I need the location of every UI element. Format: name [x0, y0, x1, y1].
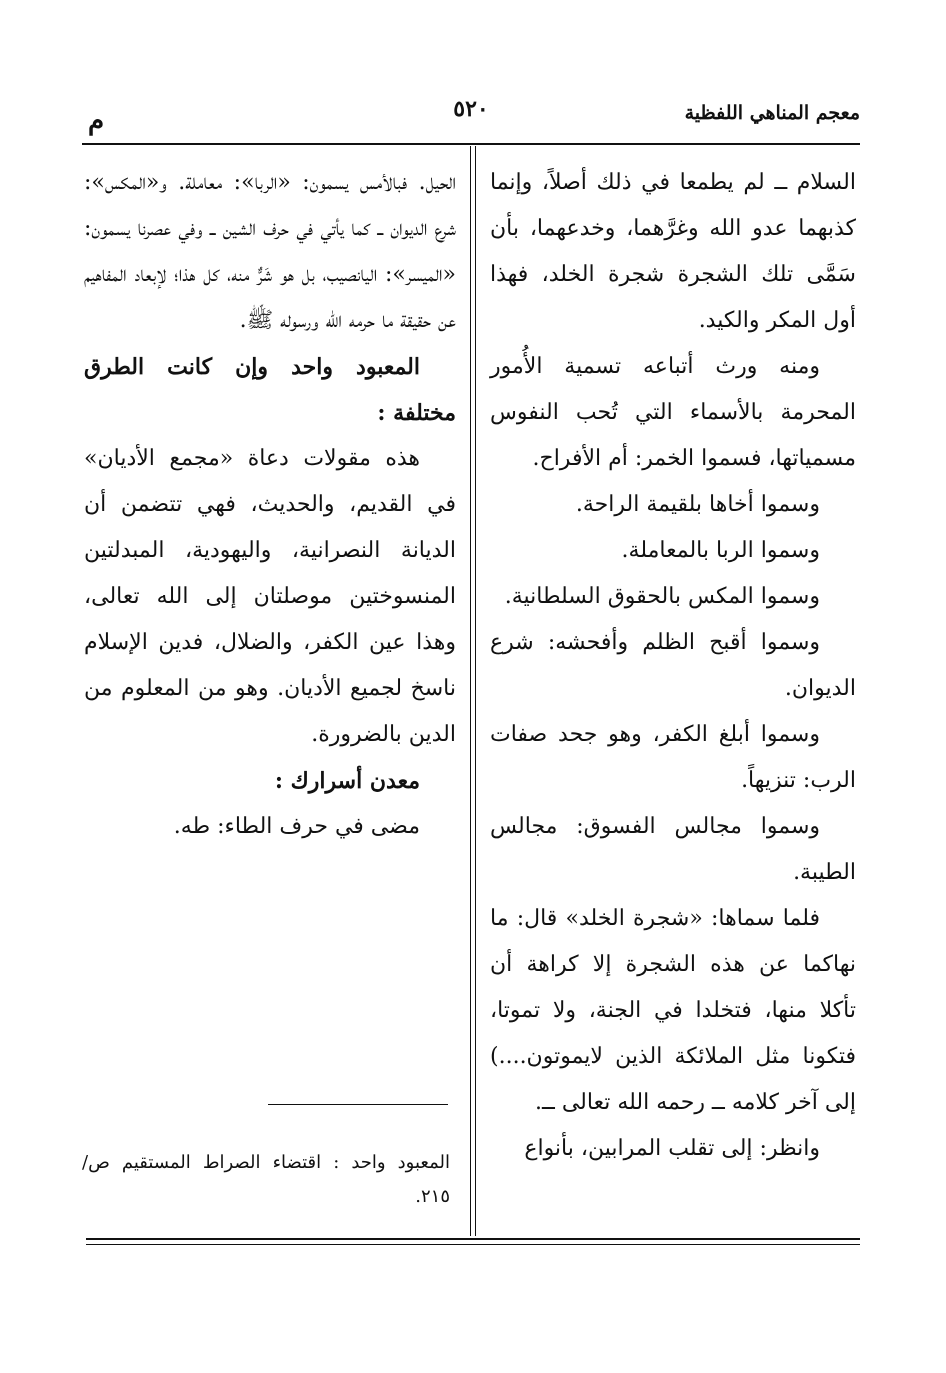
paragraph: وسموا الربا بالمعاملة.: [621, 538, 820, 563]
paragraph: وسموا مجالس الفسوق: مجالس الطيبة.: [490, 814, 856, 885]
footnote-rule: [268, 1104, 448, 1105]
paragraph: وسموا المكس بالحقوق السلطانية.: [504, 584, 820, 609]
paragraph: فلما سماها: «شجرة الخلد» قال: ما نهاكما عن هذه الشجرة إلا كراهة أن تأكلا منها، فتخلدا في الجنة، ولا تموتا، فتكونا مثل الملائكة الذين لايموتون....) إلى آخر كلامه ــ رحمه الله تعالى ــ.: [490, 906, 856, 1115]
column-divider: [475, 146, 476, 1236]
paragraph: وسموا أقبح الظلم وأفحشه: شرع الديوان.: [490, 630, 856, 701]
entry-title: معدن أسرارك :: [274, 768, 420, 794]
header-rule: [82, 143, 860, 145]
entry-text: هذه مقولات دعاة «مجمع الأديان» في القديم، والحديث، فهي تتضمن أن الديانة النصرانية، واليهودية، المبدلتين المنسوختين موصلتان إلى الله تعالى، وهذا عين الكفر، والضلال، فدين الإسلام ناسخ لجميع الأديان. وهو من المعلوم من الدين بالضرورة.: [84, 446, 456, 747]
column-divider: [470, 146, 471, 1236]
paragraph: الحيل. فبالأمس يسمون: «الربا»: معاملة. و«المكس»: شرع الديوان ــ كما يأتي في حرف الشين ــ وفي عصرنا يسمون: «الميسر»: اليانصيب، بل هو شَرٌّ منه، كل هذا؛ لإبعاد المفاهيم عن حقيقة ما حرمه الله ورسوله ﷺ.: [84, 170, 456, 333]
footer-rule: [86, 1238, 860, 1240]
footnote: المعبود واحد : اقتضاء الصراط المستقيم ص/ ٢١٥.: [82, 1152, 450, 1207]
book-title: معجم المناهي اللفظية: [684, 102, 860, 124]
entry-title: المعبود واحد وإن كانت الطرق مختلفة :: [84, 354, 456, 426]
paragraph: وانظر: إلى تقلب المرابين، بأنواع: [524, 1136, 820, 1161]
section-letter: م: [88, 106, 105, 136]
page-header: [82, 96, 860, 140]
page-number: ٥٢٠: [453, 96, 489, 122]
left-column: [84, 160, 456, 850]
footer-rule: [86, 1244, 860, 1245]
right-column: [490, 160, 856, 1172]
entry-text: مضى في حرف الطاء: طه.: [173, 814, 420, 839]
paragraph: وسموا أخاها بلقيمة الراحة.: [575, 492, 820, 517]
paragraph: ومنه ورث أتباعه تسمية الأُمور المحرمة بالأسماء التي تُحب النفوس مسمياتها، فسموا الخمر: أم الأفراح.: [490, 354, 856, 471]
paragraph: السلام ــ لم يطمعا في ذلك أصلاً، وإنما كذبهما عدو الله وغرَّهما، وخدعهما، بأن سَمَّى تلك الشجرة شجرة الخلد، فهذا أول المكر والكيد.: [490, 170, 856, 333]
paragraph: وسموا أبلغ الكفر، وهو جحد صفات الرب: تنزيهاً.: [490, 722, 856, 793]
